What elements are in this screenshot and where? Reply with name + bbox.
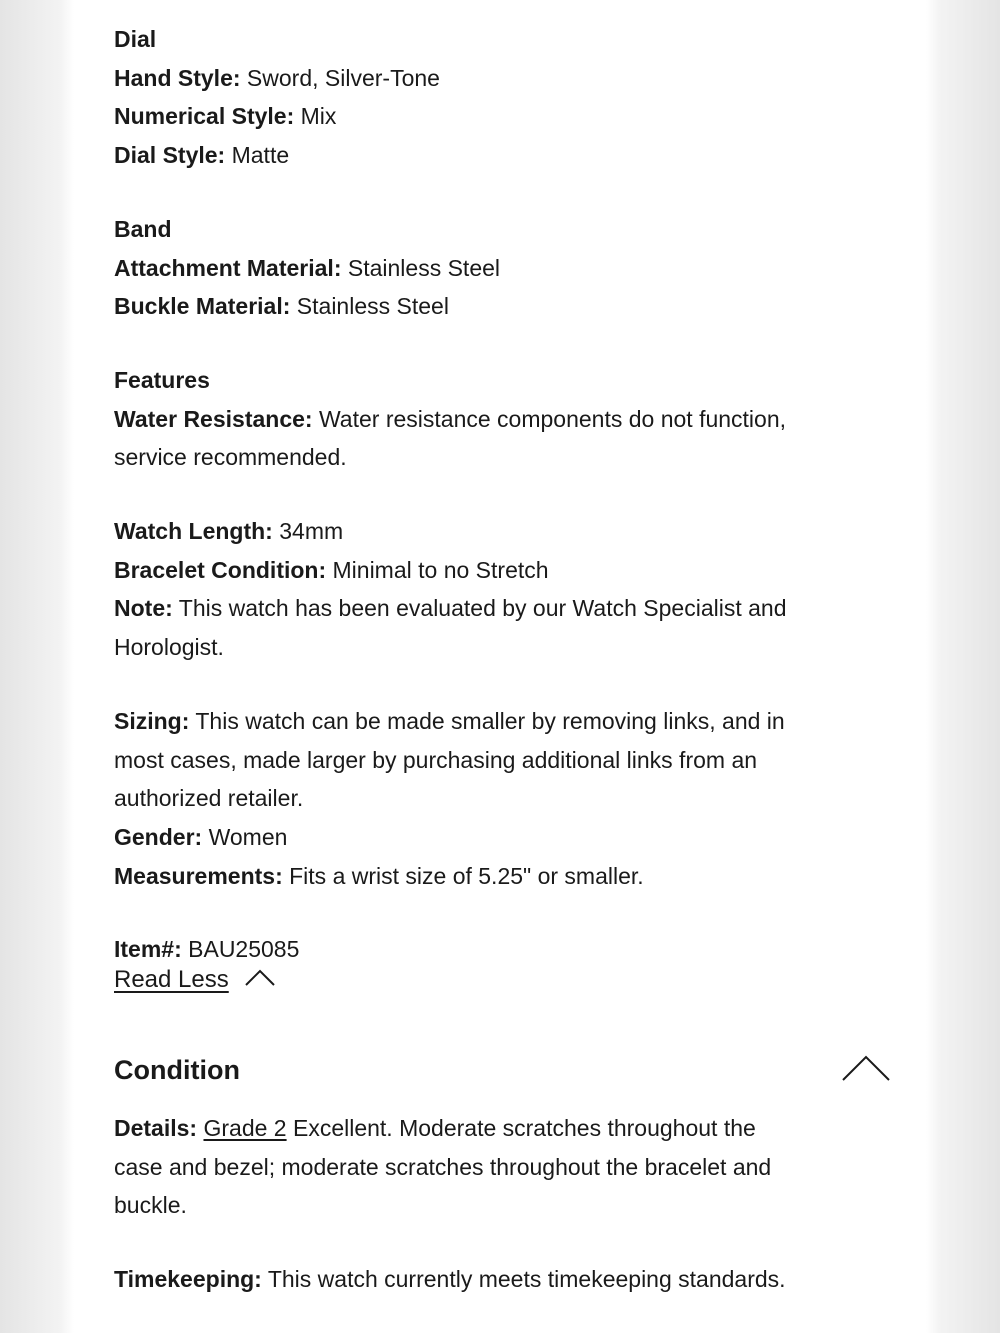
numerical-style-value: Mix — [300, 103, 337, 130]
features-heading: Features — [114, 366, 210, 393]
measurements-value: Fits a wrist size of 5.25" or smaller. — [289, 862, 644, 889]
read-less-toggle[interactable] — [114, 966, 275, 994]
watch-length-value: 34mm — [279, 518, 344, 545]
hand-style-label: Hand Style: — [114, 64, 241, 91]
gender-label: Gender: — [114, 823, 203, 850]
buckle-material-label: Buckle Material: — [114, 293, 291, 320]
measurements-row — [114, 857, 874, 896]
sizing-label: Sizing: — [114, 707, 190, 734]
bracelet-condition-label: Bracelet Condition: — [114, 556, 327, 583]
bracelet-condition-value: Minimal to no Stretch — [332, 556, 549, 583]
condition-section-header[interactable] — [114, 1045, 890, 1095]
spacer — [114, 895, 874, 930]
chevron-up-icon[interactable] — [245, 969, 275, 992]
note-label: Note: — [114, 595, 173, 622]
numerical-style-row — [114, 97, 874, 136]
hand-style-row — [114, 59, 874, 98]
details-continued-1: case and bezel; moderate scratches throughout the bracelet and — [114, 1153, 772, 1180]
grade-link[interactable]: Grade 2 — [203, 1115, 287, 1141]
dial-style-value: Matte — [231, 142, 290, 169]
band-heading: Band — [114, 215, 172, 242]
timekeeping-label: Timekeeping: — [114, 1266, 262, 1293]
read-less-link[interactable]: Read Less — [114, 966, 229, 993]
buckle-material-row — [114, 287, 874, 326]
bracelet-condition-row — [114, 551, 874, 590]
hand-style-value: Sword, Silver-Tone — [246, 64, 440, 91]
condition-title: Condition — [114, 1054, 240, 1085]
note-value: This watch has been evaluated by our Watch Specialist and — [178, 595, 787, 622]
numerical-style-label: Numerical Style: — [114, 103, 295, 130]
note-continued: Horologist. — [114, 634, 224, 661]
dial-heading: Dial — [114, 26, 157, 52]
sizing-continued-2: authorized retailer. — [114, 785, 304, 812]
water-resistance-label: Water Resistance: — [114, 405, 313, 432]
sizing-row — [114, 702, 874, 741]
attachment-material-row — [114, 249, 874, 288]
water-resistance-value: Water resistance components do not function, — [318, 405, 787, 432]
chevron-up-icon[interactable] — [842, 1054, 890, 1087]
condition-content — [114, 1109, 874, 1299]
gender-value: Women — [208, 823, 288, 850]
spacer — [114, 1225, 874, 1260]
sizing-value: This watch can be made smaller by removing links, and in — [195, 707, 785, 734]
attachment-material-label: Attachment Material: — [114, 254, 342, 281]
attachment-material-value: Stainless Steel — [347, 254, 501, 281]
measurements-label: Measurements: — [114, 862, 283, 889]
item-number-label: Item#: — [114, 936, 182, 963]
item-number-row — [114, 930, 874, 969]
watch-length-label: Watch Length: — [114, 518, 273, 545]
watch-length-row — [114, 512, 874, 551]
sizing-continued-1: most cases, made larger by purchasing additional links from an — [114, 746, 758, 773]
details-label: Details: — [114, 1115, 198, 1141]
gender-row — [114, 818, 874, 857]
item-number-value: BAU25085 — [188, 936, 300, 963]
spacer — [114, 667, 874, 702]
timekeeping-value: This watch currently meets timekeeping standards. — [267, 1266, 786, 1293]
dial-style-row — [114, 136, 874, 175]
dial-style-label: Dial Style: — [114, 142, 226, 169]
details-continued-2: buckle. — [114, 1192, 187, 1219]
timekeeping-row — [114, 1260, 874, 1299]
water-resistance-continued: service recommended. — [114, 444, 347, 471]
note-row — [114, 589, 874, 628]
product-description — [114, 20, 874, 969]
condition-details-row — [114, 1109, 874, 1148]
spacer — [114, 175, 874, 210]
product-details-card — [74, 0, 926, 1333]
water-resistance-row — [114, 400, 874, 439]
spacer — [114, 477, 874, 512]
buckle-material-value: Stainless Steel — [296, 293, 449, 320]
spacer — [114, 326, 874, 361]
details-value: Excellent. Moderate scratches throughout the — [292, 1115, 756, 1141]
